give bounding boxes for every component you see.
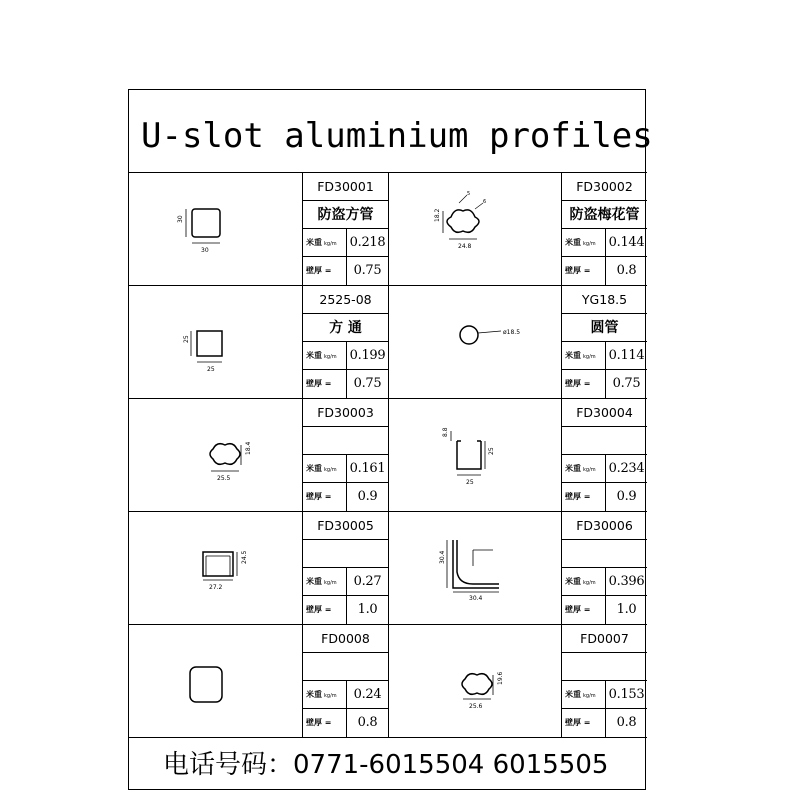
product-code: FD30004	[562, 399, 647, 427]
spec-table	[302, 512, 388, 624]
product-code: FD30005	[303, 512, 388, 540]
dimension-label: 25	[207, 366, 215, 373]
dimension-label: 25	[466, 479, 474, 486]
weight-label: 米重 kg/m	[303, 229, 347, 257]
weight-value: 0.144	[608, 235, 645, 250]
profile-drawing-rounded-square	[129, 625, 302, 737]
weight-row	[562, 455, 647, 483]
dimension-label: 30	[177, 215, 184, 223]
product-name	[303, 427, 388, 455]
product-grid	[129, 173, 647, 739]
profile-drawing-round-tube	[389, 286, 561, 398]
thickness-label: 壁厚 =	[303, 483, 347, 511]
dimension-label: 6	[483, 199, 487, 205]
product-code: FD0008	[303, 625, 388, 653]
product-cell-fd30004	[388, 399, 647, 511]
thickness-row	[303, 483, 388, 511]
weight-row	[303, 568, 388, 596]
weight-row	[562, 342, 647, 370]
product-code: FD30001	[303, 173, 388, 201]
thickness-label: 壁厚 =	[303, 257, 347, 285]
dimension-label: 5	[467, 191, 471, 197]
weight-value: 0.396	[608, 574, 645, 589]
weight-label: 米重 kg/m	[562, 229, 606, 257]
thickness-value: 0.8	[616, 715, 637, 730]
product-cell-fd0008	[129, 625, 388, 737]
product-cell-fd30005	[129, 512, 388, 624]
profile-drawing-plum-tube	[389, 625, 561, 737]
thickness-row	[562, 370, 647, 398]
weight-label: 米重 kg/m	[303, 342, 347, 370]
weight-value: 0.24	[353, 687, 382, 702]
dimension-label: 25	[488, 447, 495, 455]
dimension-label: ø18.5	[503, 329, 521, 336]
profile-drawing-u-slot-wide	[129, 512, 302, 624]
product-name	[303, 653, 388, 681]
thickness-row	[303, 709, 388, 737]
product-name: 圆管	[562, 314, 647, 342]
spec-table	[302, 173, 388, 285]
product-cell-fd30002	[388, 173, 647, 285]
thickness-label: 壁厚 =	[562, 370, 606, 398]
profile-drawing-plum-tube	[389, 173, 561, 285]
weight-row	[303, 229, 388, 257]
product-cell-fd30006	[388, 512, 647, 624]
dimension-label: 8.8	[442, 427, 449, 437]
profile-drawing-u-slot	[389, 399, 561, 511]
thickness-label: 壁厚 =	[562, 257, 606, 285]
dimension-label: 30	[201, 247, 209, 254]
profile-drawing-square-tube	[129, 173, 302, 285]
spec-table	[561, 399, 647, 511]
thickness-label: 壁厚 =	[303, 709, 347, 737]
dimension-label: 30.4	[439, 550, 446, 564]
thickness-value: 0.9	[616, 489, 637, 504]
dimension-label: 25.5	[217, 475, 231, 482]
thickness-label: 壁厚 =	[303, 596, 347, 624]
thickness-value: 0.75	[612, 376, 641, 391]
product-row	[129, 512, 647, 625]
contact-footer	[129, 739, 647, 791]
product-row	[129, 399, 647, 512]
weight-row	[303, 455, 388, 483]
thickness-label: 壁厚 =	[562, 596, 606, 624]
spec-table	[302, 399, 388, 511]
product-cell-yg18-5	[388, 286, 647, 398]
dimension-label: 25.6	[469, 703, 483, 710]
weight-label: 米重 kg/m	[562, 568, 606, 596]
thickness-row	[303, 596, 388, 624]
product-name	[303, 540, 388, 568]
weight-label: 米重 kg/m	[562, 455, 606, 483]
product-code: FD30003	[303, 399, 388, 427]
weight-label: 米重 kg/m	[303, 681, 347, 709]
thickness-value: 0.75	[353, 376, 382, 391]
dimension-label: 30.4	[469, 595, 483, 602]
product-name: 防盗梅花管	[562, 201, 647, 229]
thickness-row	[562, 709, 647, 737]
spec-table	[561, 625, 647, 737]
product-code: FD0007	[562, 625, 647, 653]
product-cell-fd30003	[129, 399, 388, 511]
weight-value: 0.199	[349, 348, 386, 363]
thickness-value: 0.8	[357, 715, 378, 730]
thickness-row	[562, 483, 647, 511]
product-cell-fd30001	[129, 173, 388, 285]
weight-value: 0.234	[608, 461, 645, 476]
spec-table	[561, 286, 647, 398]
product-row	[129, 625, 647, 738]
thickness-row	[562, 596, 647, 624]
product-code: FD30006	[562, 512, 647, 540]
product-name: 方 通	[303, 314, 388, 342]
thickness-value: 1.0	[357, 602, 378, 617]
weight-label: 米重 kg/m	[303, 455, 347, 483]
dimension-label: 18.4	[245, 441, 252, 455]
product-row	[129, 173, 647, 286]
product-cell-fd0007	[388, 625, 647, 737]
product-name	[562, 653, 647, 681]
page-title: U-slot aluminium profiles	[141, 116, 653, 156]
product-row	[129, 286, 647, 399]
dimension-label: 18.2	[434, 208, 441, 222]
catalog-sheet	[128, 89, 653, 790]
thickness-row	[562, 257, 647, 285]
thickness-row	[303, 257, 388, 285]
spec-table	[302, 286, 388, 398]
weight-value: 0.27	[353, 574, 382, 589]
dimension-label: 24.8	[458, 243, 472, 250]
product-cell-2525-08	[129, 286, 388, 398]
profile-drawing-corner	[389, 512, 561, 624]
thickness-value: 0.9	[357, 489, 378, 504]
weight-value: 0.153	[608, 687, 645, 702]
product-code: YG18.5	[562, 286, 647, 314]
product-code: FD30002	[562, 173, 647, 201]
thickness-label: 壁厚 =	[562, 709, 606, 737]
spec-table	[561, 173, 647, 285]
phone-number: 电话号码：0771-6015504 6015505	[163, 750, 609, 780]
thickness-value: 1.0	[616, 602, 637, 617]
weight-label: 米重 kg/m	[303, 568, 347, 596]
weight-label: 米重 kg/m	[562, 342, 606, 370]
weight-label: 米重 kg/m	[562, 681, 606, 709]
weight-row	[562, 568, 647, 596]
profile-drawing-square-tube	[129, 286, 302, 398]
product-name	[562, 427, 647, 455]
product-code: 2525-08	[303, 286, 388, 314]
thickness-row	[303, 370, 388, 398]
weight-row	[303, 342, 388, 370]
dimension-label: 19.6	[497, 671, 504, 685]
product-name: 防盗方管	[303, 201, 388, 229]
dimension-label: 24.5	[241, 550, 248, 564]
title-bar	[129, 90, 653, 173]
weight-value: 0.161	[349, 461, 386, 476]
dimension-label: 27.2	[209, 584, 223, 591]
thickness-label: 壁厚 =	[562, 483, 606, 511]
spec-table	[561, 512, 647, 624]
dimension-label: 25	[183, 335, 190, 343]
spec-table	[302, 625, 388, 737]
profile-drawing-plum-tube	[129, 399, 302, 511]
thickness-value: 0.75	[353, 263, 382, 278]
product-name	[562, 540, 647, 568]
thickness-label: 壁厚 =	[303, 370, 347, 398]
weight-row	[562, 229, 647, 257]
weight-value: 0.218	[349, 235, 386, 250]
thickness-value: 0.8	[616, 263, 637, 278]
weight-value: 0.114	[608, 348, 645, 363]
weight-row	[303, 681, 388, 709]
weight-row	[562, 681, 647, 709]
